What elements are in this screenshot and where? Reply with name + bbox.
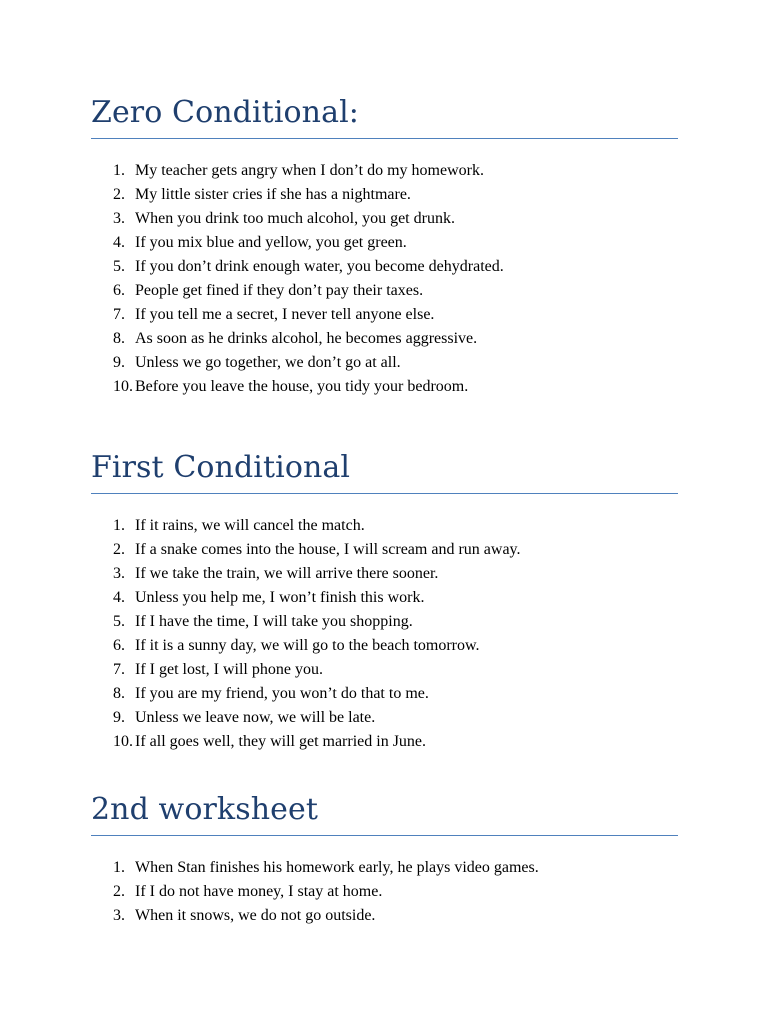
item-text: If you mix blue and yellow, you get green.	[135, 234, 407, 251]
list-item	[91, 303, 678, 327]
item-number: 3.	[113, 565, 125, 582]
list-item	[91, 351, 678, 375]
item-text: Unless we leave now, we will be late.	[135, 709, 376, 726]
item-text: If I do not have money, I stay at home.	[135, 883, 383, 900]
heading-divider	[91, 138, 678, 139]
item-number: 1.	[113, 162, 125, 179]
item-number: 1.	[113, 517, 125, 534]
sentence-list	[91, 514, 678, 754]
list-item	[91, 610, 678, 634]
item-text: Unless we go together, we don’t go at all.	[135, 354, 401, 371]
section-heading: First Conditional	[91, 450, 351, 485]
list-item	[91, 562, 678, 586]
list-item	[91, 183, 678, 207]
list-item	[91, 207, 678, 231]
item-text: If it rains, we will cancel the match.	[135, 517, 365, 534]
item-number: 3.	[113, 210, 125, 227]
item-text: My teacher gets angry when I don’t do my homework.	[135, 162, 484, 179]
sentence-list	[91, 856, 678, 928]
list-item	[91, 904, 678, 928]
list-item	[91, 375, 678, 399]
item-number: 4.	[113, 589, 125, 606]
item-number: 10.	[113, 378, 133, 395]
item-number: 3.	[113, 907, 125, 924]
item-text: When Stan finishes his homework early, he plays video games.	[135, 859, 539, 876]
list-item	[91, 514, 678, 538]
section-zero-conditional	[91, 95, 678, 399]
item-number: 4.	[113, 234, 125, 251]
item-number: 5.	[113, 258, 125, 275]
item-text: As soon as he drinks alcohol, he becomes aggressive.	[135, 330, 478, 347]
list-item	[91, 231, 678, 255]
item-text: Before you leave the house, you tidy your bedroom.	[135, 378, 469, 395]
item-number: 2.	[113, 883, 125, 900]
item-number: 9.	[113, 354, 125, 371]
item-text: When you drink too much alcohol, you get drunk.	[135, 210, 455, 227]
item-number: 5.	[113, 613, 125, 630]
list-item	[91, 538, 678, 562]
section-heading: Zero Conditional:	[91, 95, 359, 130]
item-number: 6.	[113, 637, 125, 654]
list-item	[91, 730, 678, 754]
item-number: 6.	[113, 282, 125, 299]
item-number: 1.	[113, 859, 125, 876]
item-text: If we take the train, we will arrive there sooner.	[135, 565, 439, 582]
item-text: If you tell me a secret, I never tell anyone else.	[135, 306, 435, 323]
item-number: 8.	[113, 685, 125, 702]
item-number: 2.	[113, 186, 125, 203]
section-2nd-worksheet	[91, 792, 678, 928]
section-first-conditional	[91, 450, 678, 754]
item-text: Unless you help me, I won’t finish this work.	[135, 589, 425, 606]
item-text: People get fined if they don’t pay their taxes.	[135, 282, 424, 299]
item-text: If you don’t drink enough water, you become dehydrated.	[135, 258, 504, 275]
list-item	[91, 856, 678, 880]
list-item	[91, 634, 678, 658]
section-heading: 2nd worksheet	[91, 792, 318, 827]
list-item	[91, 327, 678, 351]
heading-divider	[91, 835, 678, 836]
item-text: If all goes well, they will get married in June.	[135, 733, 427, 750]
item-number: 2.	[113, 541, 125, 558]
item-text: If I have the time, I will take you shopping.	[135, 613, 413, 630]
list-item	[91, 279, 678, 303]
item-text: My little sister cries if she has a nightmare.	[135, 186, 411, 203]
item-number: 8.	[113, 330, 125, 347]
list-item	[91, 682, 678, 706]
heading-divider	[91, 493, 678, 494]
list-item	[91, 658, 678, 682]
item-number: 10.	[113, 733, 133, 750]
list-item	[91, 255, 678, 279]
sentence-list	[91, 159, 678, 399]
item-text: If I get lost, I will phone you.	[135, 661, 323, 678]
item-text: If it is a sunny day, we will go to the beach tomorrow.	[135, 637, 480, 654]
item-text: When it snows, we do not go outside.	[135, 907, 376, 924]
list-item	[91, 880, 678, 904]
item-number: 9.	[113, 709, 125, 726]
item-text: If you are my friend, you won’t do that to me.	[135, 685, 429, 702]
list-item	[91, 586, 678, 610]
list-item	[91, 706, 678, 730]
item-number: 7.	[113, 661, 125, 678]
item-text: If a snake comes into the house, I will scream and run away.	[135, 541, 521, 558]
list-item	[91, 159, 678, 183]
item-number: 7.	[113, 306, 125, 323]
